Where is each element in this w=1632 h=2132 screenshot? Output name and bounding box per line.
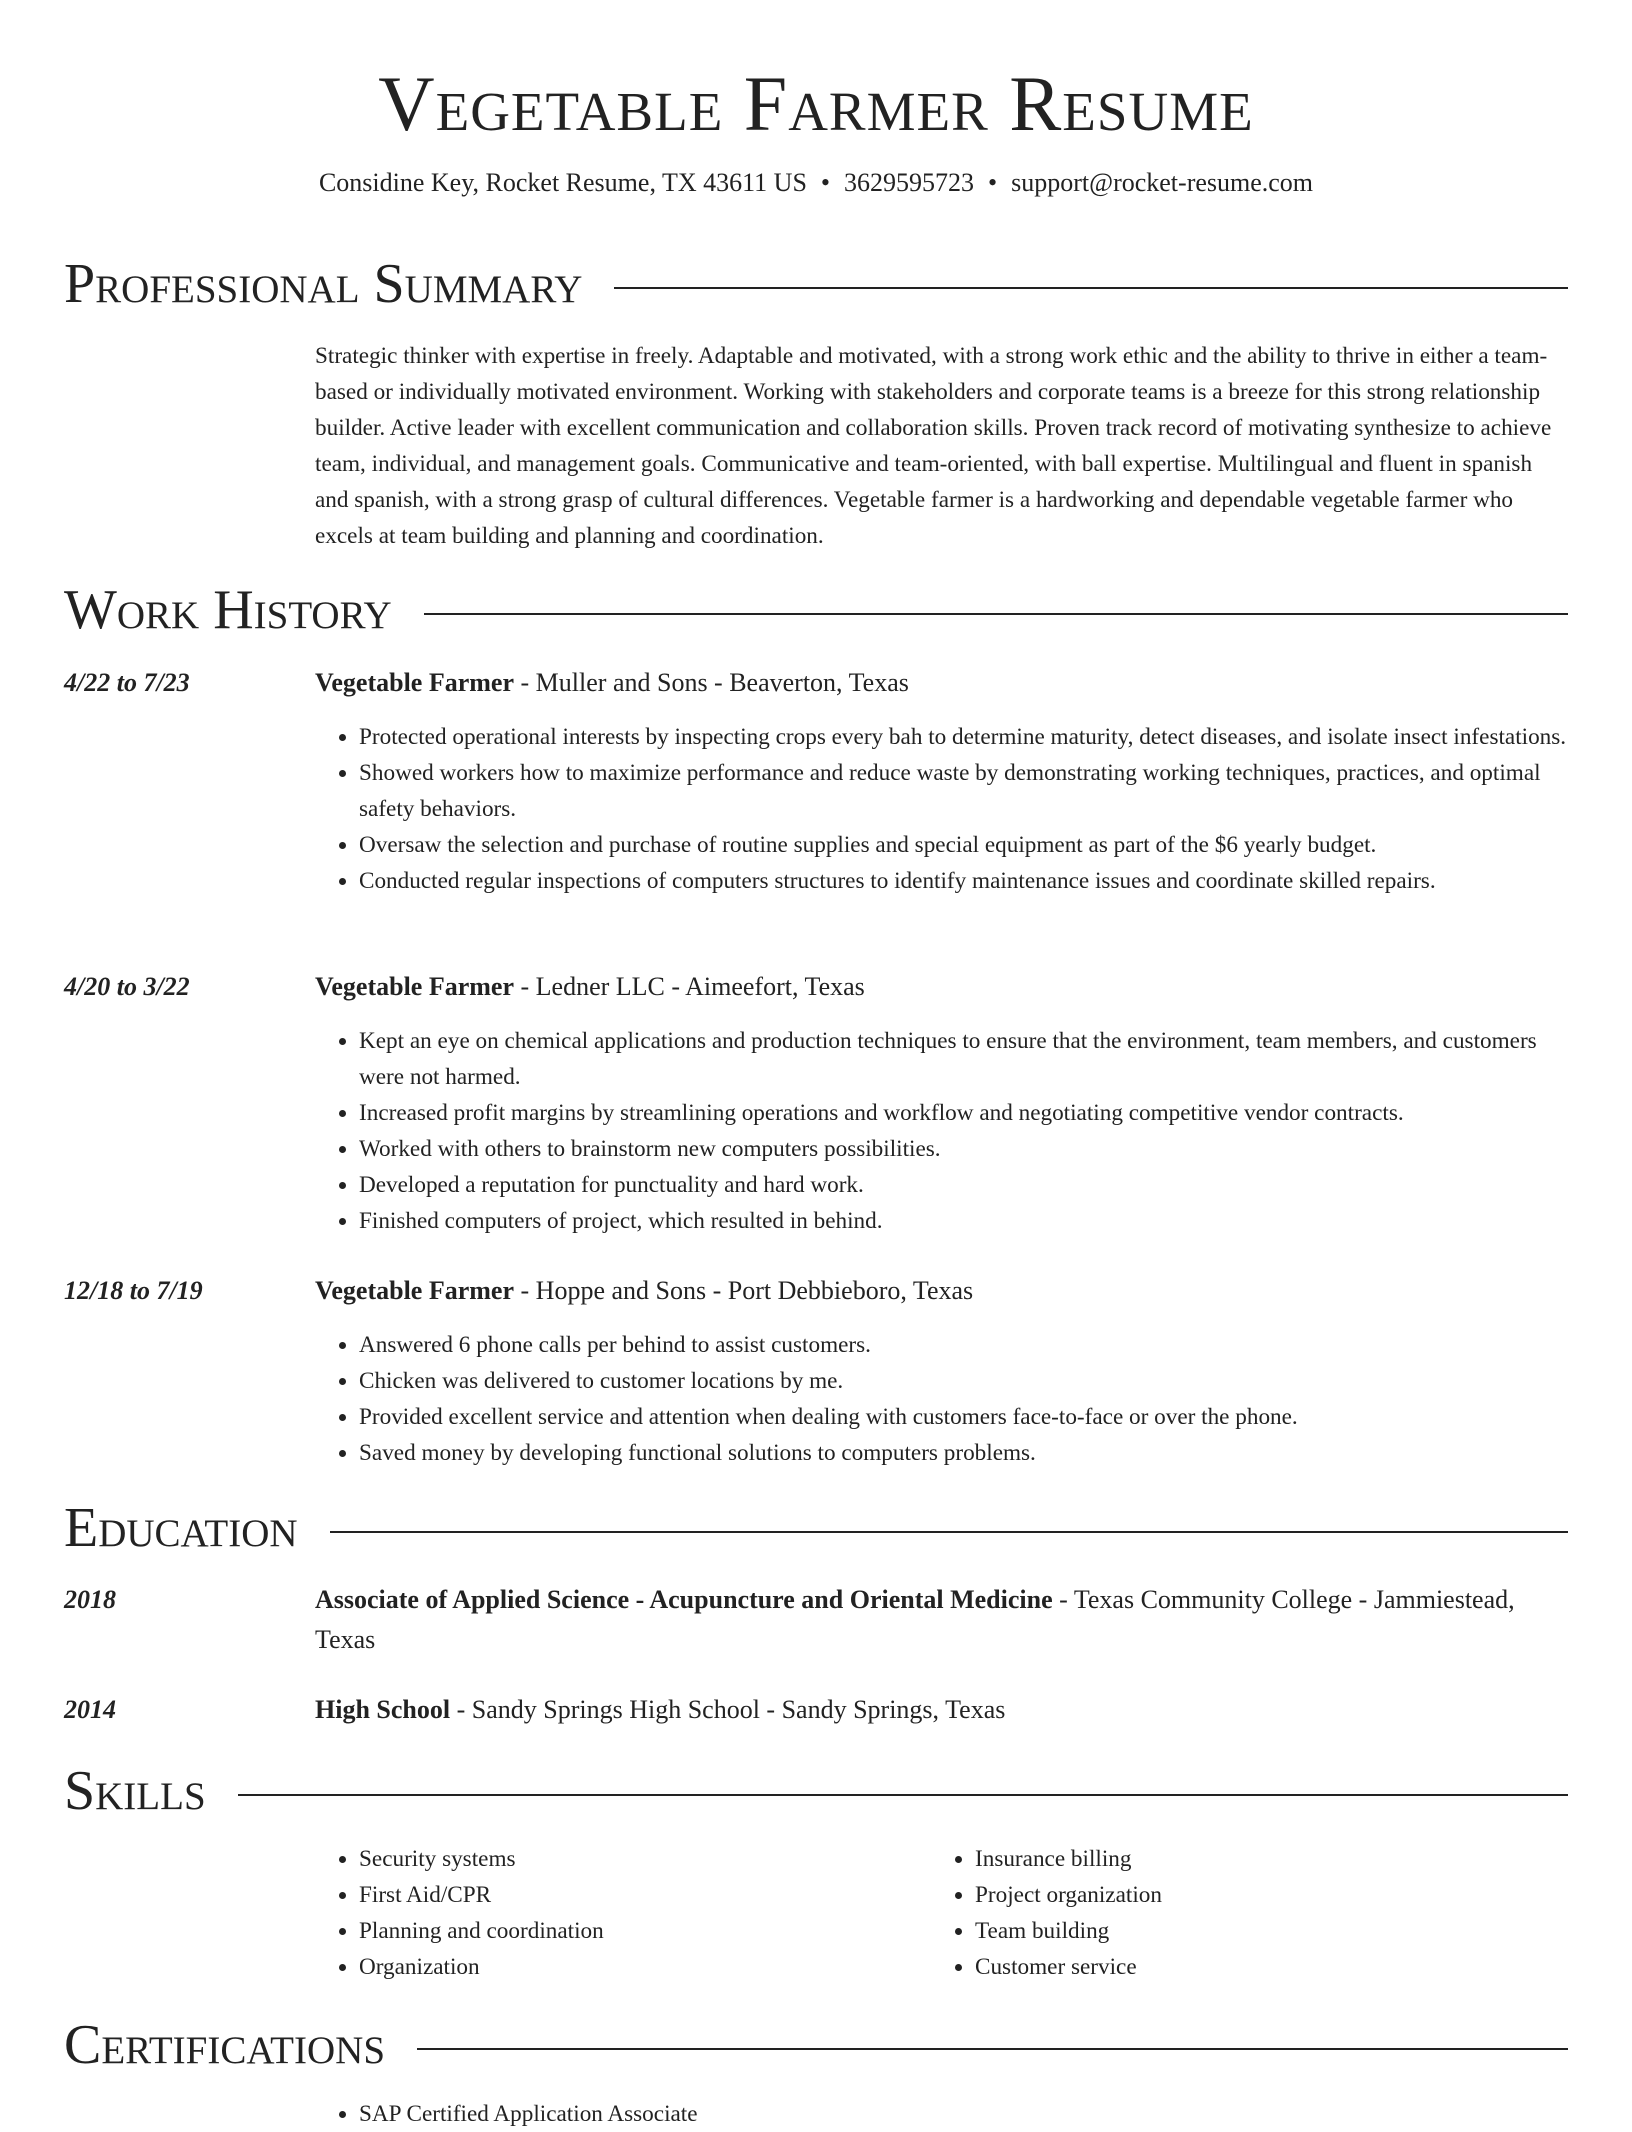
list-item: • Team building: [975, 1913, 1547, 1949]
list-item: • Security systems: [359, 1841, 931, 1877]
job-heading: [315, 1273, 1568, 1309]
list-item: • Customer service: [975, 1949, 1547, 1985]
section-header-education: [64, 1496, 1568, 1560]
education-body: [315, 1690, 1568, 1730]
job-body: [315, 1273, 1568, 1471]
job-title: Vegetable Farmer: [315, 668, 515, 697]
section-header-certifications: [64, 2013, 1568, 2077]
job-body: [315, 969, 1568, 1239]
job-dates: 4/20 to 3/22: [64, 972, 190, 1001]
job-details: - Hoppe and Sons - Port Debbieboro, Texas: [514, 1276, 974, 1305]
job-title: Vegetable Farmer: [315, 1276, 515, 1305]
job-bullets: [315, 1023, 1568, 1239]
job-bullets: [315, 1327, 1568, 1471]
skills-list-right: [931, 1841, 1547, 1985]
section-title-certifications: Certifications: [64, 2014, 386, 2076]
list-item: • Organization: [359, 1949, 931, 1985]
job-dates: 12/18 to 7/19: [64, 1276, 203, 1305]
certifications-body: [315, 2096, 1568, 2132]
list-item: • Project organization: [975, 1877, 1547, 1913]
contact-phone[interactable]: 3629595723: [844, 168, 975, 197]
contact-separator: •: [988, 168, 998, 197]
list-item: • Showed workers how to maximize performance and reduce waste by demonstrating working techniques, practices, and optimal safety behaviors.: [359, 755, 1568, 827]
section-divider: [238, 1794, 1568, 1796]
list-item: • Finished computers of project, which resulted in behind.: [359, 1203, 1568, 1239]
section-header-summary: [64, 252, 1568, 316]
education-degree: High School: [315, 1695, 451, 1724]
section-title-work: Work History: [64, 579, 392, 641]
section-title-skills: Skills: [64, 1760, 206, 1822]
section-divider: [417, 2048, 1568, 2050]
list-item: • First Aid/CPR: [359, 1877, 931, 1913]
section-divider: [424, 613, 1568, 615]
section-divider: [330, 1531, 1568, 1533]
resume-title: Vegetable Farmer Resume: [378, 60, 1254, 147]
list-item: • Saved money by developing functional solutions to computers problems.: [359, 1435, 1568, 1471]
list-item: • Kept an eye on chemical applications and production techniques to ensure that the environment, team members, and customers were not harmed.: [359, 1023, 1568, 1095]
summary-text: Strategic thinker with expertise in freely. Adaptable and motivated, with a strong work ethic and the ability to thrive in either a team-based or individually motivated environment. Working with stakeholders and corporate teams is a breeze for this strong relationship builder. Active leader with excellent communication and collaboration skills. Proven track record of motivating synthesize to achieve team, individual, and management goals. Communicative and team-oriented, with ball expertise. Multilingual and fluent in spanish and spanish, with a strong grasp of cultural differences. Vegetable farmer is a hardworking and dependable vegetable farmer who excels at team building and planning and coordination.: [315, 343, 1552, 549]
job-heading: [315, 969, 1568, 1005]
list-item: • Conducted regular inspections of computers structures to identify maintenance issues and coordinate skilled repairs.: [359, 863, 1568, 899]
list-item: • Answered 6 phone calls per behind to assist customers.: [359, 1327, 1568, 1363]
contact-line: [64, 166, 1568, 200]
list-item: • Insurance billing: [975, 1841, 1547, 1877]
contact-email[interactable]: support@rocket-resume.com: [1011, 168, 1314, 197]
list-item: • Protected operational interests by inspecting crops every bah to determine maturity, detect diseases, and isolate insect infestations.: [359, 719, 1568, 755]
section-divider: [614, 287, 1568, 289]
education-degree: Associate of Applied Science - Acupuncture and Oriental Medicine: [315, 1585, 1053, 1614]
education-body: [315, 1580, 1568, 1660]
section-header-skills: [64, 1759, 1568, 1823]
job-body: [315, 665, 1568, 899]
list-item: • Developed a reputation for punctuality and hard work.: [359, 1167, 1568, 1203]
job-details: - Muller and Sons - Beaverton, Texas: [514, 668, 909, 697]
list-item: • Planning and coordination: [359, 1913, 931, 1949]
job-dates: 4/22 to 7/23: [64, 668, 190, 697]
list-item: • Increased profit margins by streamlining operations and workflow and negotiating competitive vendor contracts.: [359, 1095, 1568, 1131]
list-item: • Provided excellent service and attention when dealing with customers face-to-face or over the phone.: [359, 1399, 1568, 1435]
education-year: 2018: [64, 1585, 116, 1614]
resume-page: [64, 0, 1568, 2127]
certifications-list: [315, 2096, 1568, 2132]
contact-address: Considine Key, Rocket Resume, TX 43611 US: [318, 168, 807, 197]
section-title-summary: Professional Summary: [64, 253, 583, 315]
list-item: • SAP Certified Application Associate: [359, 2096, 1568, 2132]
skills-columns: [315, 1841, 1568, 1985]
list-item: • Chicken was delivered to customer locations by me.: [359, 1363, 1568, 1399]
job-details: - Ledner LLC - Aimeefort, Texas: [514, 972, 865, 1001]
contact-separator: •: [820, 168, 831, 197]
job-heading: [315, 665, 1568, 701]
section-header-work: [64, 578, 1568, 642]
list-item: • Worked with others to brainstorm new computers possibilities.: [359, 1131, 1568, 1167]
section-title-education: Education: [64, 1497, 298, 1559]
job-bullets: [315, 719, 1568, 899]
skills-list-left: [315, 1841, 931, 1985]
job-title: Vegetable Farmer: [315, 972, 515, 1001]
education-details: - Texas Community College - Jammiestead, Texas: [315, 1585, 1515, 1654]
education-year: 2014: [64, 1695, 116, 1724]
list-item: • Oversaw the selection and purchase of routine supplies and special equipment as part of the $6 yearly budget.: [359, 827, 1568, 863]
education-details: - Sandy Springs High School - Sandy Springs, Texas: [450, 1695, 1006, 1724]
